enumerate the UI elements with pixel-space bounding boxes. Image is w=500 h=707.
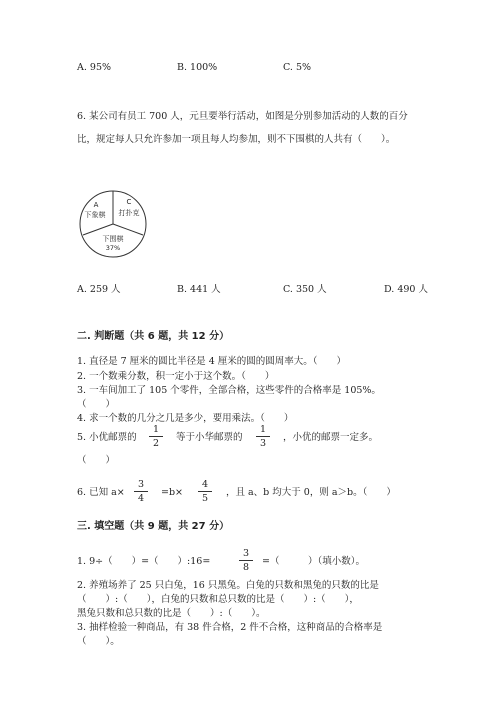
pie-a-letter: A: [93, 201, 99, 209]
pie-chart: [78, 189, 148, 259]
q6-option-a: A. 259 人: [77, 284, 121, 295]
pie-a-label: 下象棋: [84, 211, 106, 219]
judge-q6-fraction-1: [134, 479, 148, 504]
judge-q5-text-a: 5. 小优邮票的: [77, 432, 137, 443]
fraction-numerator: 3: [137, 479, 145, 490]
judge-q5-text-c: ，小优的邮票一定多。: [283, 432, 379, 443]
fill-q3-line1: 3. 抽样检验一种商品，有 38 件合格，2 件不合格，这种商品的合格率是: [77, 622, 383, 633]
fraction-bar: [134, 491, 148, 492]
q5-option-c: C. 5%: [283, 62, 312, 73]
fraction-bar: [256, 436, 270, 437]
section2-title: 二. 判断题（共 6 题，共 12 分）: [77, 331, 230, 342]
q5-option-b: B. 100%: [177, 62, 218, 73]
fraction-denominator: 8: [242, 562, 250, 573]
judge-q6-fraction-2: [198, 479, 212, 504]
fill-q1-text-b: =（ ）（填小数）。: [262, 556, 365, 567]
fraction-numerator: 1: [259, 424, 267, 435]
section3-title: 三. 填空题（共 9 题，共 27 分）: [77, 521, 230, 532]
fraction-denominator: 5: [201, 493, 209, 504]
fraction-denominator: 3: [259, 438, 267, 449]
fraction-denominator: 2: [152, 438, 160, 449]
fraction-bar: [149, 436, 163, 437]
fill-q3-line2: （ ）。: [77, 636, 120, 647]
judge-q6-text-a: 6. 已知 a×: [77, 487, 125, 498]
fraction-denominator: 4: [137, 493, 145, 504]
judge-q5-fraction-2: [256, 424, 270, 449]
judge-q1: 1. 直径是 7 厘米的圆比半径是 4 厘米的圆的圆周率大。（ ）: [77, 356, 347, 367]
fill-q2-line1: 2. 养殖场养了 25 只白兔，16 只黑兔。白兔的只数和黑兔的只数的比是: [77, 580, 379, 591]
judge-q5-paren: （ ）: [77, 455, 116, 466]
pie-c-label: 打扑克: [118, 209, 140, 217]
fill-q2-line3: 黑兔只数和总只数的比是（ ）:（ ）。: [77, 608, 266, 619]
judge-q2: 2. 一个数乘分数，积一定小于这个数。（ ）: [77, 371, 275, 382]
fraction-numerator: 3: [242, 548, 250, 559]
judge-q6-text-b: =b×: [161, 487, 184, 498]
judge-q5-text-b: 等于小华邮票的: [176, 432, 243, 443]
q5-option-a: A. 95%: [77, 62, 112, 73]
q6-option-c: C. 350 人: [283, 284, 327, 295]
judge-q3: 3. 一车间加工了 105 个零件，全部合格，这些零件的合格率是 105%。: [77, 385, 381, 396]
judge-q4: 4. 求一个数的几分之几是多少，要用乘法。（ ）: [77, 413, 294, 424]
fraction-numerator: 4: [201, 479, 209, 490]
judge-q3-paren: （ ）: [77, 399, 116, 410]
fill-q1-fraction: [239, 548, 253, 573]
pie-b-label: 下围棋: [102, 235, 124, 243]
judge-q5-fraction-1: [149, 424, 163, 449]
pie-c-letter: C: [126, 198, 132, 206]
fraction-bar: [239, 560, 253, 561]
fill-q1-text-a: 1. 9÷（ ）=（ ）:16=: [77, 556, 211, 567]
judge-q6-text-c: ，且 a、b 均大于 0，则 a＞b。（ ）: [226, 487, 396, 498]
fill-q2-line2: （ ）:（ ），白兔的只数和总只数的比是（ ）:（ ），: [77, 594, 359, 605]
q6-text-line1: 6. 某公司有员工 700 人，元旦要举行活动，如图是分别参加活动的人数的百分: [77, 111, 408, 122]
q6-option-b: B. 441 人: [177, 284, 221, 295]
q6-text-line2: 比，规定每人只允许参加一项且每人均参加，则不下围棋的人共有（ ）。: [77, 134, 396, 145]
pie-b-percent: 37%: [105, 244, 121, 252]
fraction-numerator: 1: [152, 424, 160, 435]
fraction-bar: [198, 491, 212, 492]
q6-option-d: D. 490 人: [384, 284, 428, 295]
